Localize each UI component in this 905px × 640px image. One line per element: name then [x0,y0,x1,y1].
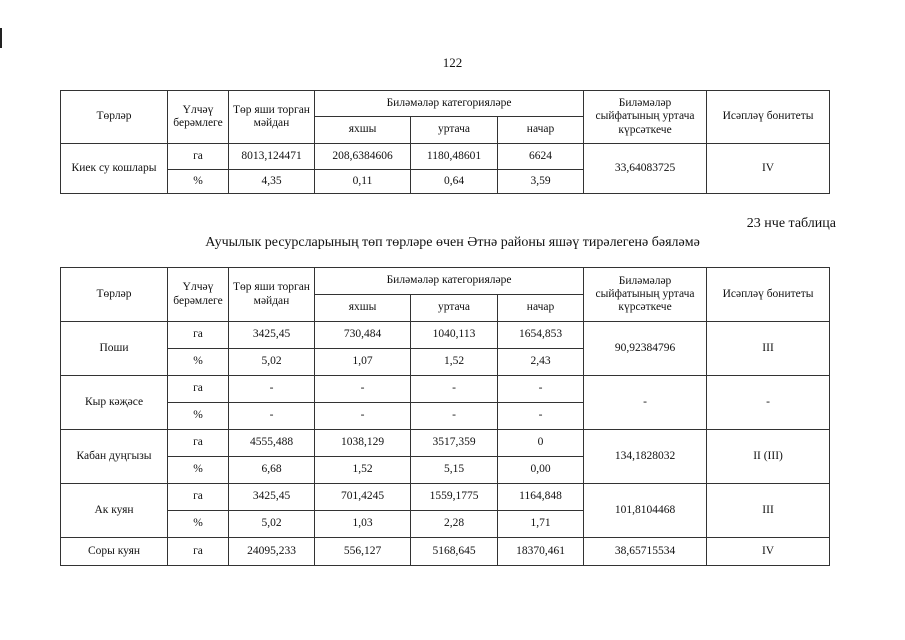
poor-cell: 3,59 [498,170,584,194]
area-cell: - [229,376,315,403]
species-cell: Поши [61,322,168,376]
good-cell: 0,11 [315,170,411,194]
area-cell: 6,68 [229,457,315,484]
bonitet-cell: III [707,484,830,538]
good-cell: 1038,129 [315,430,411,457]
good-cell: 730,484 [315,322,411,349]
page-number: 122 [442,55,463,70]
area-cell: 4,35 [229,170,315,194]
header-medium: уртача [411,117,498,144]
header-poor: начар [498,295,584,322]
species-cell: Кыр кәҗәсе [61,376,168,430]
species-cell: Кабан дуңгызы [61,430,168,484]
header-area: Төр яши торган мәйдан [229,91,315,144]
quality-cell: 134,1828032 [584,430,707,484]
habitat-table-1 [60,90,830,194]
poor-cell: 1,71 [498,511,584,538]
bonitet-cell: - [707,376,830,430]
poor-cell: 18370,461 [498,538,584,566]
medium-cell: 1559,1775 [411,484,498,511]
quality-cell: 90,92384796 [584,322,707,376]
poor-cell: 2,43 [498,349,584,376]
header-categories: Биләмәләр категорияләре [315,268,584,295]
medium-cell: 1,52 [411,349,498,376]
poor-cell: 0,00 [498,457,584,484]
poor-cell: - [498,403,584,430]
header-unit: Үлчәү берәмлеге [168,268,229,322]
area-cell: 5,02 [229,349,315,376]
good-cell: 1,52 [315,457,411,484]
unit-cell: % [168,349,229,376]
scan-edge-mark [0,28,2,48]
header-unit: Үлчәү берәмлеге [168,91,229,144]
area-cell: 3425,45 [229,484,315,511]
poor-cell: 0 [498,430,584,457]
good-cell: 1,03 [315,511,411,538]
poor-cell: 1164,848 [498,484,584,511]
quality-cell: 101,8104468 [584,484,707,538]
area-cell: 3425,45 [229,322,315,349]
good-cell: 208,6384606 [315,144,411,170]
quality-cell: 38,65715534 [584,538,707,566]
habitat-table-2 [60,267,830,566]
good-cell: 1,07 [315,349,411,376]
bonitet-cell: IV [707,538,830,566]
poor-cell: 1654,853 [498,322,584,349]
unit-cell: га [168,538,229,566]
poor-cell: 6624 [498,144,584,170]
unit-cell: га [168,322,229,349]
good-cell: - [315,403,411,430]
header-poor: начар [498,117,584,144]
good-cell: - [315,376,411,403]
unit-cell: га [168,430,229,457]
medium-cell: 0,64 [411,170,498,194]
species-cell: Киек су кошлары [61,144,168,194]
quality-cell: 33,64083725 [584,144,707,194]
species-cell: Соры куян [61,538,168,566]
area-cell: - [229,403,315,430]
table-title: Аучылык ресурсларының төп төрләре өчен Әтнә районы яшәү тирәлегенә бәяләмә [205,235,700,250]
species-cell: Ак куян [61,484,168,538]
medium-cell: 5,15 [411,457,498,484]
bonitet-cell: II (III) [707,430,830,484]
medium-cell: 1180,48601 [411,144,498,170]
medium-cell: - [411,376,498,403]
unit-cell: % [168,457,229,484]
unit-cell: га [168,376,229,403]
medium-cell: 2,28 [411,511,498,538]
medium-cell: 5168,645 [411,538,498,566]
quality-cell: - [584,376,707,430]
header-quality: Биләмәләр сыйфатының уртача күрсәткече [584,268,707,322]
header-species: Төрләр [61,91,168,144]
medium-cell: 3517,359 [411,430,498,457]
medium-cell: - [411,403,498,430]
unit-cell: % [168,511,229,538]
area-cell: 8013,124471 [229,144,315,170]
poor-cell: - [498,376,584,403]
unit-cell: га [168,144,229,170]
unit-cell: % [168,170,229,194]
header-area: Төр яши торган мәйдан [229,268,315,322]
header-good: яхшы [315,295,411,322]
bonitet-cell: III [707,322,830,376]
unit-cell: га [168,484,229,511]
header-categories: Биләмәләр категорияләре [315,91,584,117]
good-cell: 556,127 [315,538,411,566]
header-medium: уртача [411,295,498,322]
table-number: 23 нче таблица [746,216,836,231]
medium-cell: 1040,113 [411,322,498,349]
area-cell: 5,02 [229,511,315,538]
header-bonitet: Исәпләү бонитеты [707,268,830,322]
area-cell: 4555,488 [229,430,315,457]
area-cell: 24095,233 [229,538,315,566]
header-quality: Биләмәләр сыйфатының уртача күрсәткече [584,91,707,144]
bonitet-cell: IV [707,144,830,194]
unit-cell: % [168,403,229,430]
header-species: Төрләр [61,268,168,322]
header-bonitet: Исәпләү бонитеты [707,91,830,144]
header-good: яхшы [315,117,411,144]
good-cell: 701,4245 [315,484,411,511]
